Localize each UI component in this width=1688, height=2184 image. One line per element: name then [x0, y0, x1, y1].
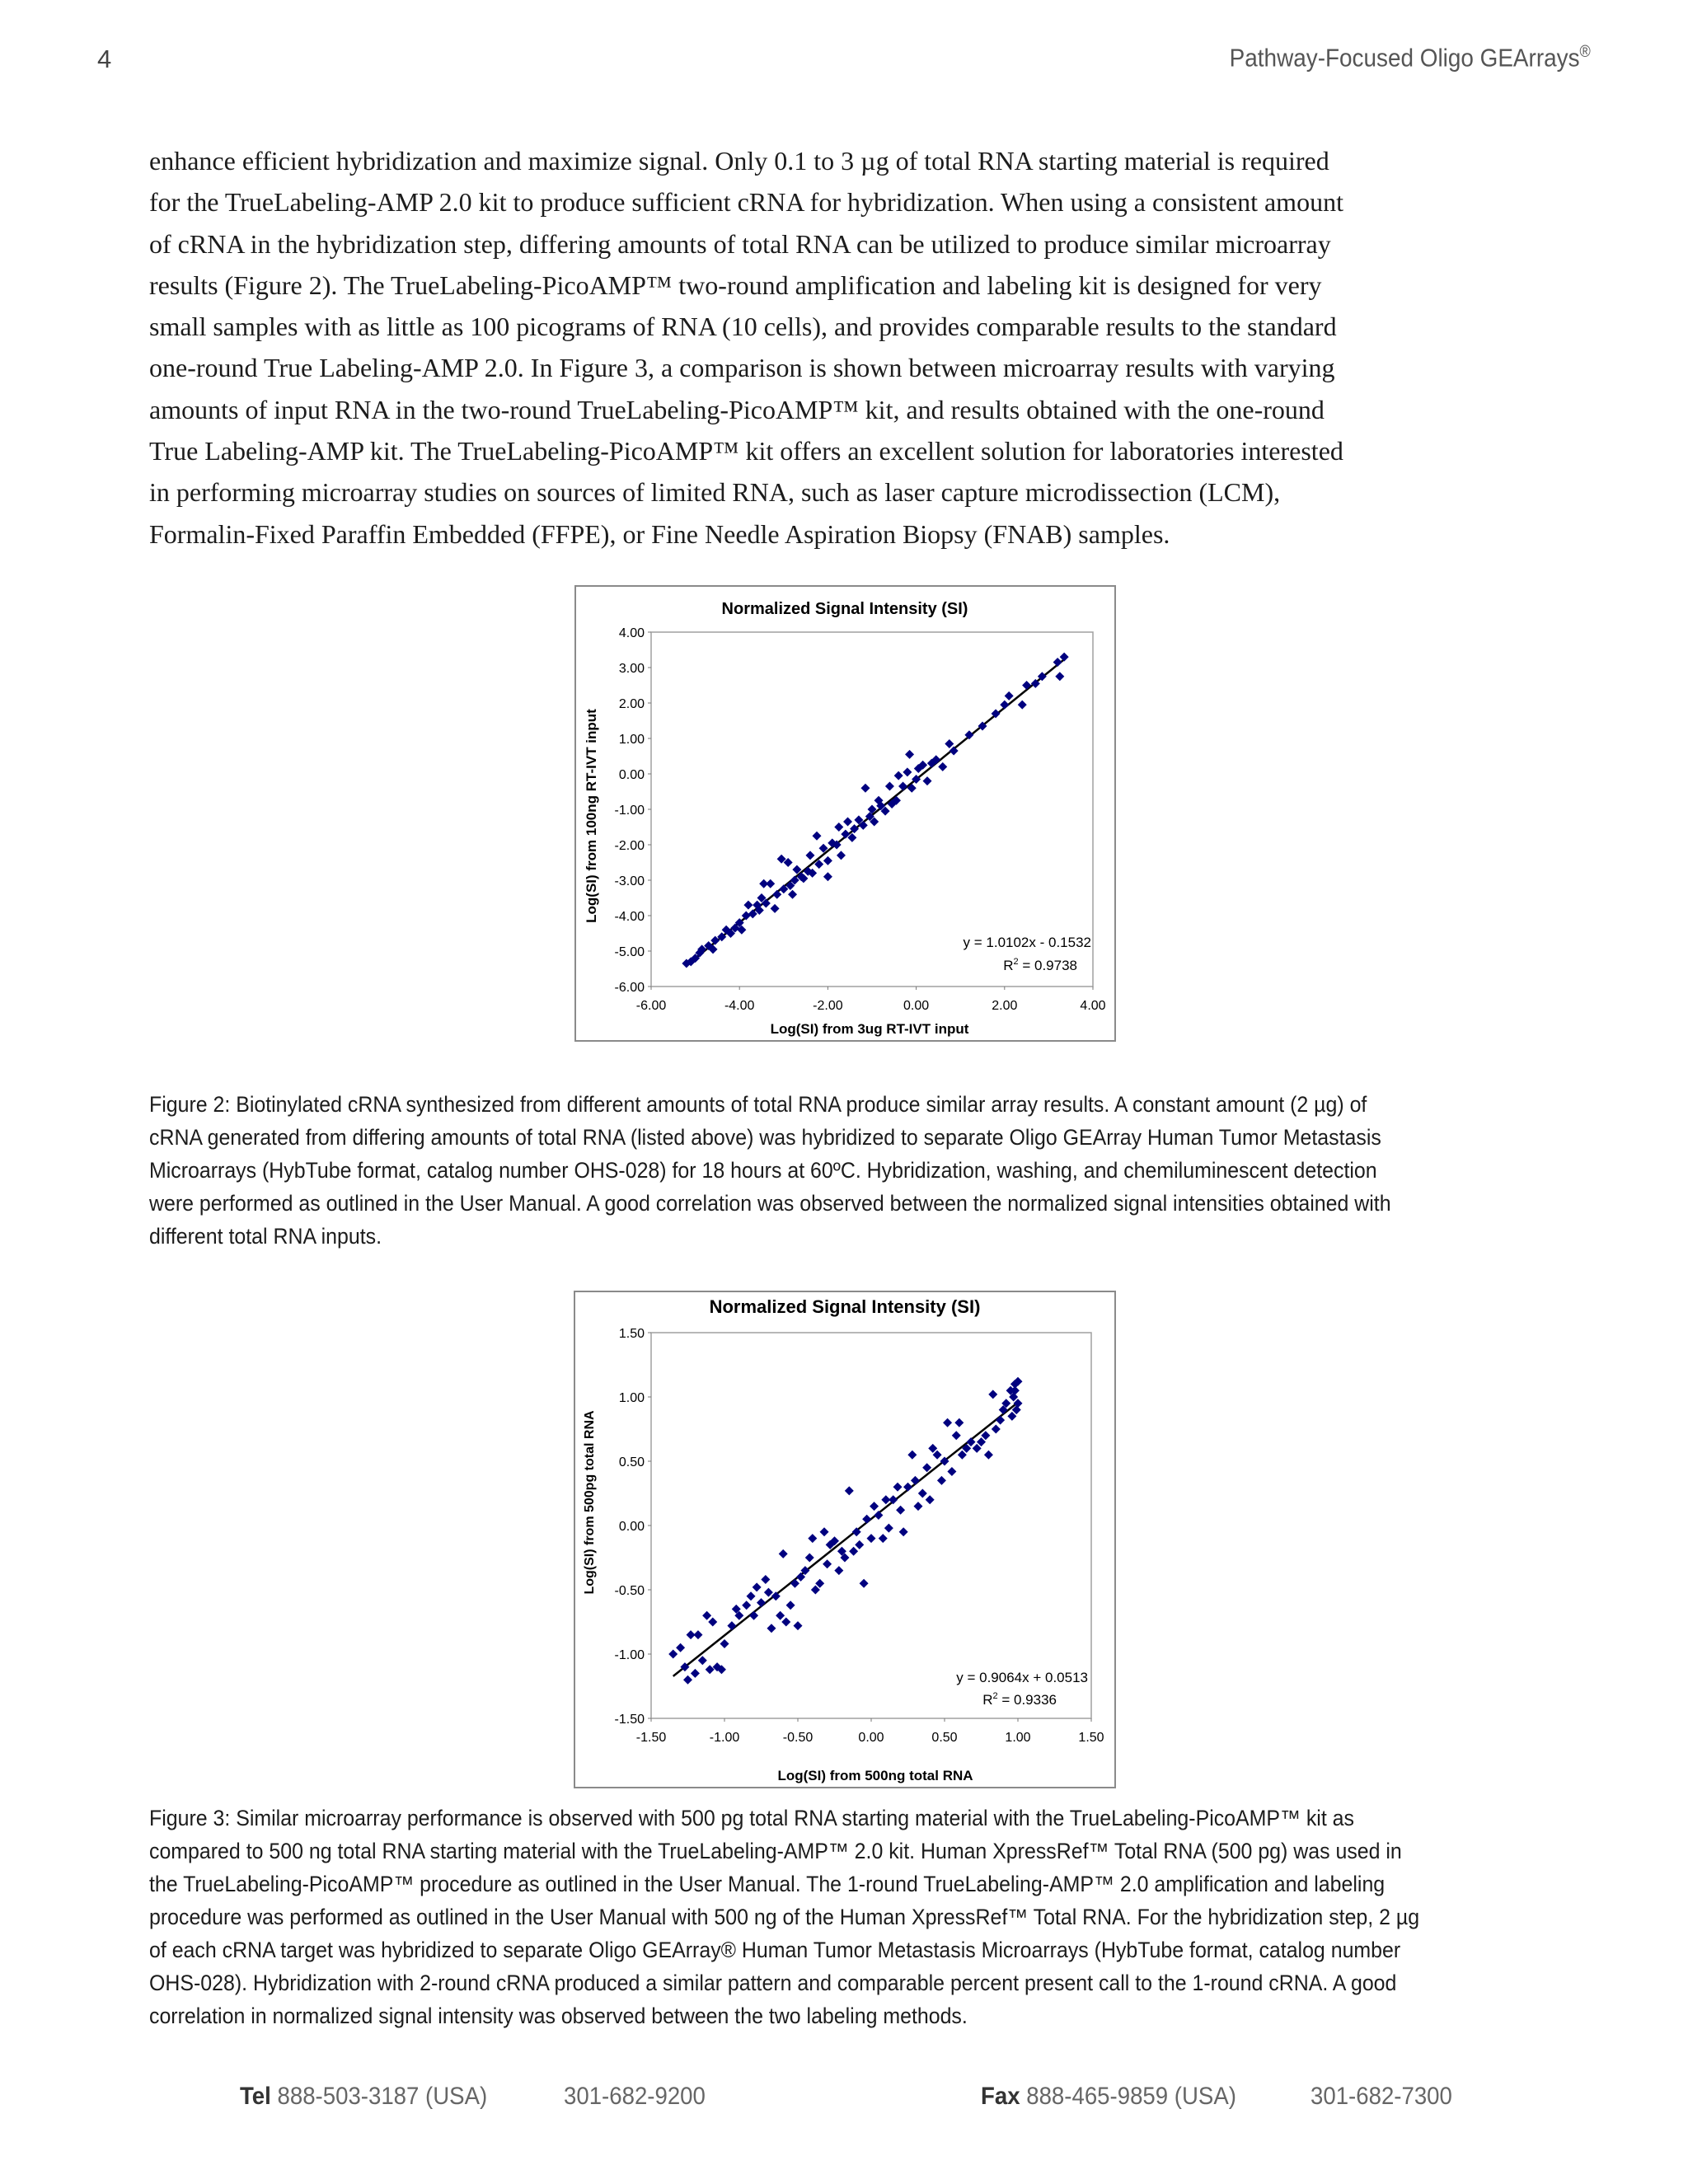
- data-point: [911, 1476, 920, 1485]
- data-point: [867, 1534, 876, 1543]
- plot-area: [651, 1333, 1091, 1718]
- y-tick-label: -3.00: [614, 874, 645, 888]
- r-squared-prefix: R: [1003, 958, 1014, 973]
- data-point: [885, 782, 894, 791]
- x-tick-label: 1.00: [1005, 1731, 1031, 1745]
- data-point: [753, 1582, 762, 1591]
- y-tick-label: 1.50: [618, 1327, 645, 1341]
- data-point: [879, 1534, 888, 1543]
- data-point: [945, 739, 954, 748]
- data-point: [1055, 672, 1064, 681]
- data-point: [676, 1643, 685, 1652]
- y-tick-label: -5.00: [614, 945, 645, 959]
- y-tick-label: 0.50: [618, 1455, 645, 1469]
- data-point: [996, 1416, 1005, 1425]
- data-point: [808, 1534, 817, 1543]
- running-header-text: Pathway-Focused Oligo GEArrays: [1229, 43, 1580, 73]
- data-point: [1000, 701, 1009, 710]
- figure-2-caption: Figure 2: Biotinylated cRNA synthesized from different amounts of total RNA produce similar array results. A constant amount (2 µg) of cRNA generated from differing amounts of total RNA (listed above) was hybridized to separate Oligo GEArray Human Tumor Metastasis Microarrays (HybTube format, catalog number OHS-028) for 18 hours at 60ºC. Hybridization, washing, and chemiluminescent detection were performed as outlined in the User Manual. A good correlation was observed between the normalized signal intensities obtained with different total RNA inputs.: [149, 1092, 1391, 1249]
- data-point: [749, 1611, 758, 1620]
- data-point: [896, 1506, 905, 1515]
- running-header-title: [1230, 43, 1591, 73]
- data-point: [894, 771, 903, 780]
- x-tick-label: -1.00: [709, 1731, 740, 1745]
- data-point: [786, 1601, 795, 1610]
- data-point: [837, 851, 846, 860]
- data-point: [884, 1524, 893, 1533]
- data-point: [772, 890, 781, 899]
- data-point: [743, 901, 753, 910]
- x-tick-label: -0.50: [782, 1731, 814, 1745]
- data-point: [813, 832, 822, 841]
- data-point: [923, 776, 932, 785]
- data-point: [771, 904, 780, 913]
- data-point: [903, 1483, 912, 1492]
- data-point: [779, 1549, 788, 1558]
- x-axis-label: Log(SI) from 500ng total RNA: [777, 1768, 973, 1783]
- data-point: [820, 1527, 829, 1536]
- data-point: [794, 1621, 803, 1630]
- r-squared-value: = 0.9738: [1018, 958, 1077, 973]
- data-point: [860, 1579, 869, 1588]
- data-point: [834, 823, 843, 832]
- data-point: [849, 1547, 858, 1556]
- y-tick-label: 1.00: [618, 1391, 645, 1405]
- chart-title: Normalized Signal Intensity (SI): [721, 600, 968, 618]
- regression-equation: y = 1.0102x - 0.1532: [963, 935, 1091, 950]
- data-point: [742, 1601, 751, 1610]
- data-point: [757, 1598, 766, 1607]
- y-tick-label: 2.00: [618, 697, 645, 711]
- figure-3-svg: [575, 1292, 1114, 1787]
- y-tick-label: 0.00: [618, 1520, 645, 1534]
- x-tick-label: 1.50: [1078, 1731, 1104, 1745]
- data-point: [893, 1483, 903, 1492]
- data-point: [766, 879, 775, 888]
- trendline: [673, 1403, 1018, 1676]
- y-tick-labels: [615, 1327, 651, 1727]
- y-tick-label: -1.50: [614, 1713, 645, 1727]
- data-point: [834, 1566, 843, 1575]
- data-point: [668, 1650, 678, 1659]
- data-point: [767, 1624, 776, 1633]
- x-tick-label: 0.00: [903, 999, 930, 1013]
- regression-equation: y = 0.9064x + 0.0513: [956, 1670, 1088, 1685]
- chart-title: Normalized Signal Intensity (SI): [709, 1296, 981, 1317]
- data-point: [862, 1515, 871, 1524]
- fax-usa: 888-465-9859 (USA): [1020, 2083, 1236, 2110]
- data-point: [683, 1675, 692, 1685]
- data-point: [706, 1665, 715, 1674]
- x-tick-label: -4.00: [724, 999, 755, 1013]
- y-tick-label: -1.00: [614, 1648, 645, 1662]
- data-point: [720, 1639, 729, 1648]
- data-point: [903, 767, 912, 776]
- y-tick-label: 1.00: [618, 733, 645, 747]
- x-tick-label: 4.00: [1080, 999, 1106, 1013]
- footer-tel: [240, 2083, 487, 2111]
- y-tick-label: 3.00: [618, 662, 645, 676]
- y-tick-label: 4.00: [618, 626, 645, 640]
- data-point: [870, 1502, 879, 1511]
- data-point: [693, 1630, 702, 1639]
- data-point: [1060, 653, 1069, 662]
- r-squared-value: = 0.9336: [997, 1692, 1057, 1708]
- y-tick-label: -0.50: [614, 1584, 645, 1598]
- data-point: [702, 1611, 711, 1620]
- figure-3-chart: [574, 1291, 1116, 1788]
- x-tick-labels: [636, 987, 1106, 1013]
- data-point: [943, 1418, 952, 1427]
- data-point: [952, 1431, 961, 1440]
- figure-2-svg: [576, 587, 1114, 1040]
- data-point: [805, 851, 814, 860]
- fax-label: Fax: [981, 2083, 1020, 2110]
- y-tick-label: -4.00: [614, 910, 645, 924]
- data-point: [947, 1467, 956, 1476]
- tel-label: Tel: [240, 2083, 271, 2110]
- data-point: [764, 1588, 773, 1597]
- data-point: [855, 1540, 864, 1549]
- y-tick-labels: [615, 626, 651, 995]
- data-point: [708, 1618, 717, 1627]
- figure-2-chart: [574, 585, 1116, 1042]
- x-tick-label: -2.00: [813, 999, 843, 1013]
- footer-fax-2: 301-682-7300: [1311, 2083, 1452, 2110]
- data-point: [860, 784, 870, 793]
- r-squared-sup: 2: [1013, 957, 1019, 967]
- data-points: [682, 653, 1068, 968]
- data-point: [898, 782, 907, 791]
- data-point: [950, 747, 959, 756]
- x-tick-label: 2.00: [992, 999, 1018, 1013]
- y-tick-label: 0.00: [618, 768, 645, 782]
- r-squared: [982, 1691, 1057, 1708]
- data-point: [938, 762, 947, 771]
- y-axis-label: Log(SI) from 500pg total RNA: [583, 1410, 597, 1595]
- data-point: [845, 1486, 854, 1495]
- data-point: [1053, 658, 1062, 667]
- footer-tel-2: 301-682-9200: [564, 2083, 706, 2110]
- data-point: [1005, 691, 1014, 701]
- x-tick-label: 0.00: [858, 1731, 884, 1745]
- data-point: [805, 1554, 814, 1563]
- data-point: [954, 1418, 964, 1427]
- x-tick-label: -1.50: [635, 1731, 667, 1745]
- registered-mark: ®: [1579, 43, 1591, 61]
- data-point: [899, 1527, 908, 1536]
- y-tick-label: -6.00: [614, 981, 645, 995]
- body-paragraph: enhance efficient hybridization and maximize signal. Only 0.1 to 3 µg of total RNA starting material is required for the TrueLabeling-AMP 2.0 kit to produce sufficient cRNA for hybridization. When using a consistent amount of cRNA in the hybridization step, differing amounts of total RNA can be utilized to produce similar microarray results (Figure 2). The TrueLabeling-PicoAMP™ two-round amplification and labeling kit is designed for very small samples with as little as 100 picograms of RNA (10 cells), and provides comparable results to the standard one-round True Labeling-AMP 2.0. In Figure 3, a comparison is shown between microarray results with varying amounts of input RNA in the two-round TrueLabeling-PicoAMP™ kit, and results obtained with the one-round True Labeling-AMP kit. The TrueLabeling-PicoAMP™ kit offers an excellent solution for laboratories interested in performing microarray studies on sources of limited RNA, such as laser capture microdissection (LCM), Formalin-Fixed Paraffin Embedded (FFPE), or Fine Needle Aspiration Biopsy (FNAB) samples.: [149, 146, 1343, 549]
- x-tick-label: -6.00: [635, 999, 667, 1013]
- y-axis-label: Log(SI) from 100ng RT-IVT input: [584, 709, 599, 923]
- data-point: [776, 1611, 785, 1620]
- data-point: [926, 1495, 935, 1504]
- data-point: [788, 890, 797, 899]
- data-point: [874, 1511, 883, 1520]
- r-squared: [1003, 957, 1077, 973]
- data-point: [988, 1390, 997, 1399]
- page-number: 4: [97, 45, 112, 73]
- data-point: [823, 856, 832, 865]
- data-point: [781, 1618, 790, 1627]
- data-point: [790, 1579, 799, 1588]
- data-point: [737, 926, 746, 935]
- data-point: [913, 1502, 922, 1511]
- data-point: [761, 1575, 770, 1584]
- data-point: [937, 1476, 946, 1485]
- data-point: [918, 1489, 927, 1498]
- data-point: [992, 1425, 1001, 1434]
- data-point: [823, 1559, 832, 1568]
- data-point: [984, 1451, 993, 1460]
- data-point: [1018, 701, 1027, 710]
- y-tick-label: -1.00: [614, 804, 645, 818]
- data-point: [905, 750, 914, 759]
- r-squared-sup: 2: [992, 1691, 998, 1701]
- data-point: [727, 1621, 736, 1630]
- y-tick-label: -2.00: [614, 839, 645, 853]
- x-tick-labels: [636, 1718, 1104, 1745]
- tel-usa: 888-503-3187 (USA): [270, 2083, 488, 2110]
- x-axis-label: Log(SI) from 3ug RT-IVT input: [770, 1021, 969, 1037]
- x-tick-label: 0.50: [931, 1731, 958, 1745]
- data-point: [843, 818, 852, 827]
- data-point: [698, 1656, 707, 1665]
- data-point: [907, 1451, 917, 1460]
- figure-3-caption: Figure 3: Similar microarray performance is observed with 500 pg total RNA starting material with the TrueLabeling-PicoAMP™ kit as compared to 500 ng total RNA starting material with the TrueLabeling-AMP™ 2.0 kit. Human XpressRef™ Total RNA (500 pg) was used in the TrueLabeling-PicoAMP™ procedure as outlined in the User Manual. The 1-round TrueLabeling-AMP™ 2.0 amplification and labeling procedure was performed as outlined in the User Manual with 500 ng of the Human XpressRef™ Total RNA. For the hybridization step, 2 µg of each cRNA target was hybridized to separate Oligo GEArray® Human Tumor Metastasis Microarrays (HybTube format, catalog number OHS-028). Hybridization with 2-round cRNA produced a similar pattern and comparable percent present call to the 1-round cRNA. A good correlation in normalized signal intensity was observed between the two labeling methods.: [149, 1806, 1420, 2028]
- r-squared-prefix: R: [982, 1692, 993, 1708]
- footer-fax: [981, 2083, 1236, 2111]
- data-point: [691, 1669, 700, 1678]
- data-point: [747, 1591, 756, 1601]
- data-point: [823, 872, 832, 881]
